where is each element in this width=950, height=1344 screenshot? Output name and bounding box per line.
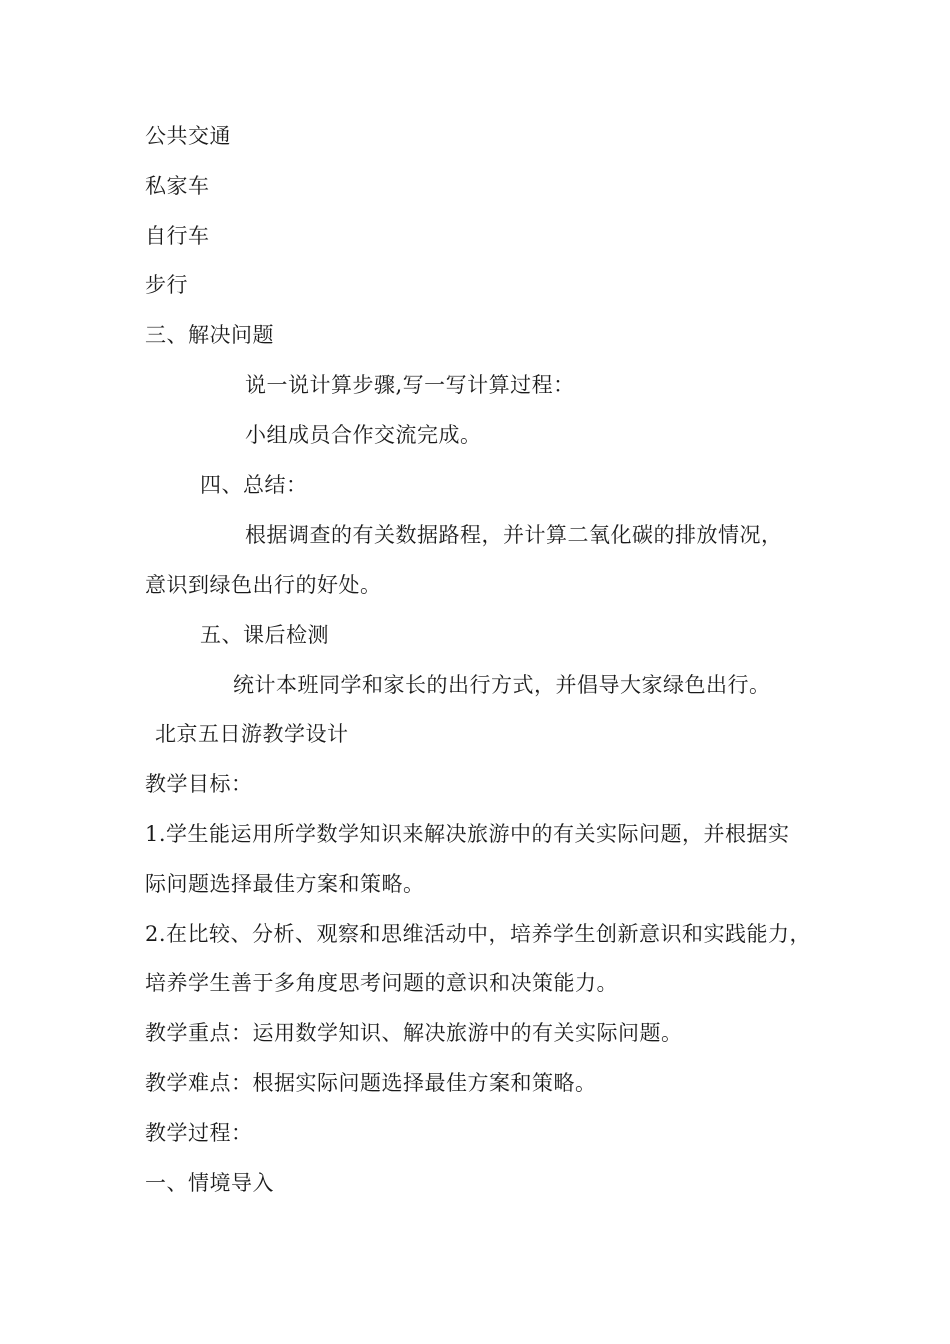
teaching-key-point: 教学重点：运用数学知识、解决旅游中的有关实际问题。	[145, 1021, 683, 1045]
teaching-difficulty: 教学难点：根据实际问题选择最佳方案和策略。	[145, 1071, 597, 1095]
list-item-walking: 步行	[145, 273, 188, 297]
paragraph-after-class-test: 统计本班同学和家长的出行方式，并倡导大家绿色出行。	[233, 673, 771, 697]
section-heading-after-class-test: 五、课后检测	[200, 623, 329, 647]
paragraph-calc-steps: 说一说计算步骤,写一写计算过程：	[245, 373, 575, 397]
objective-1-line-2: 际问题选择最佳方案和策略。	[145, 872, 425, 896]
list-item-private-car: 私家车	[145, 174, 210, 198]
objective-1-line-1: 1.学生能运用所学数学知识来解决旅游中的有关实际问题，并根据实	[145, 822, 790, 846]
list-item-public-transport: 公共交通	[145, 124, 231, 148]
heading-teaching-process: 教学过程：	[145, 1121, 253, 1145]
objective-2-line-1: 2.在比较、分析、观察和思维活动中，培养学生创新意识和实践能力，	[145, 922, 812, 946]
paragraph-summary-line-2: 意识到绿色出行的好处。	[145, 573, 382, 597]
document-title: 北京五日游教学设计	[155, 722, 349, 746]
section-heading-solve-problem: 三、解决问题	[145, 323, 274, 347]
section-heading-scenario-intro: 一、情境导入	[145, 1171, 274, 1195]
list-item-bicycle: 自行车	[145, 224, 210, 248]
objective-2-line-2: 培养学生善于多角度思考问题的意识和决策能力。	[145, 971, 618, 995]
paragraph-summary-line-1: 根据调查的有关数据路程，并计算二氧化碳的排放情况，	[245, 523, 783, 547]
paragraph-group-work: 小组成员合作交流完成。	[245, 423, 482, 447]
section-heading-summary: 四、总结：	[200, 473, 308, 497]
heading-teaching-objectives: 教学目标：	[145, 772, 253, 796]
